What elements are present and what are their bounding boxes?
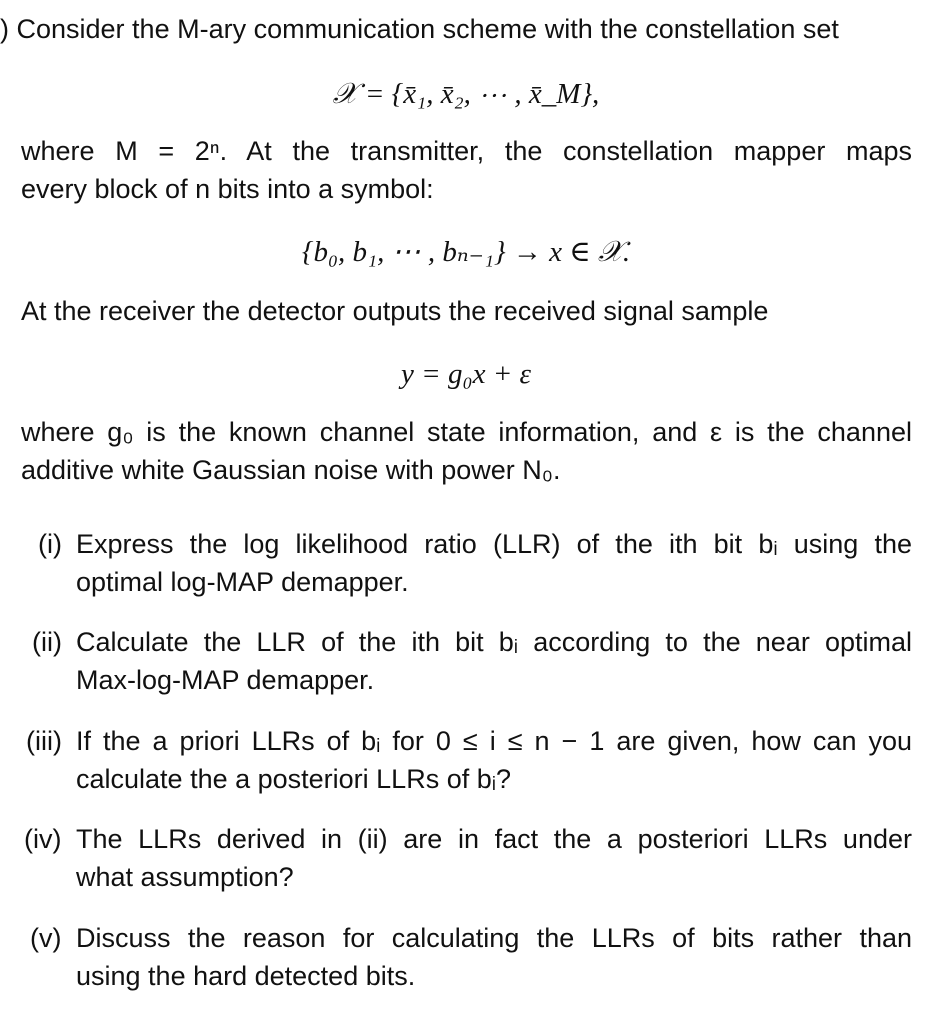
equation-constellation-set: 𝒳 = {x̄₁, x̄₂, ⋯ , x̄_M},	[332, 78, 600, 110]
question-text-cont: Max-log-MAP demapper.	[76, 665, 375, 695]
question-text: Calculate the LLR of the ith bit bᵢ according to the near optimal	[76, 627, 912, 657]
question-label: (iii)	[26, 726, 62, 756]
question-label: (iv)	[24, 824, 62, 854]
question-label: (i)	[38, 529, 62, 559]
question-text-cont: calculate the a posteriori LLRs of bᵢ?	[76, 764, 511, 794]
intro-line-2: where M = 2ⁿ. At the transmitter, the constellation mapper maps	[21, 136, 912, 166]
intro-line-5: where g₀ is the known channel state information, and ε is the channel	[21, 417, 912, 447]
equation-received-signal: y = g₀x + ε	[401, 358, 531, 390]
question-text: Discuss the reason for calculating the LLRs of bits rather than	[76, 923, 912, 953]
question-text-cont: using the hard detected bits.	[76, 961, 416, 991]
equation-mapper: {b₀, b₁, ⋯ , bₙ₋₁} → x ∈ 𝒳.	[301, 236, 631, 268]
question-label: (v)	[30, 923, 62, 953]
question-text: Express the log likelihood ratio (LLR) of the ith bit bᵢ using the	[76, 529, 912, 559]
question-text: The LLRs derived in (ii) are in fact the a posteriori LLRs under	[76, 824, 912, 854]
intro-line-1: ) Consider the M-ary communication scheme with the constellation set	[0, 14, 839, 44]
intro-line-4: At the receiver the detector outputs the received signal sample	[21, 296, 769, 326]
intro-line-6: additive white Gaussian noise with power N₀.	[21, 455, 561, 485]
question-text-cont: what assumption?	[76, 862, 294, 892]
question-text: If the a priori LLRs of bᵢ for 0 ≤ i ≤ n − 1 are given, how can you	[76, 726, 912, 756]
question-text-cont: optimal log-MAP demapper.	[76, 567, 409, 597]
intro-line-3: every block of n bits into a symbol:	[21, 174, 434, 204]
question-label: (ii)	[32, 627, 62, 657]
